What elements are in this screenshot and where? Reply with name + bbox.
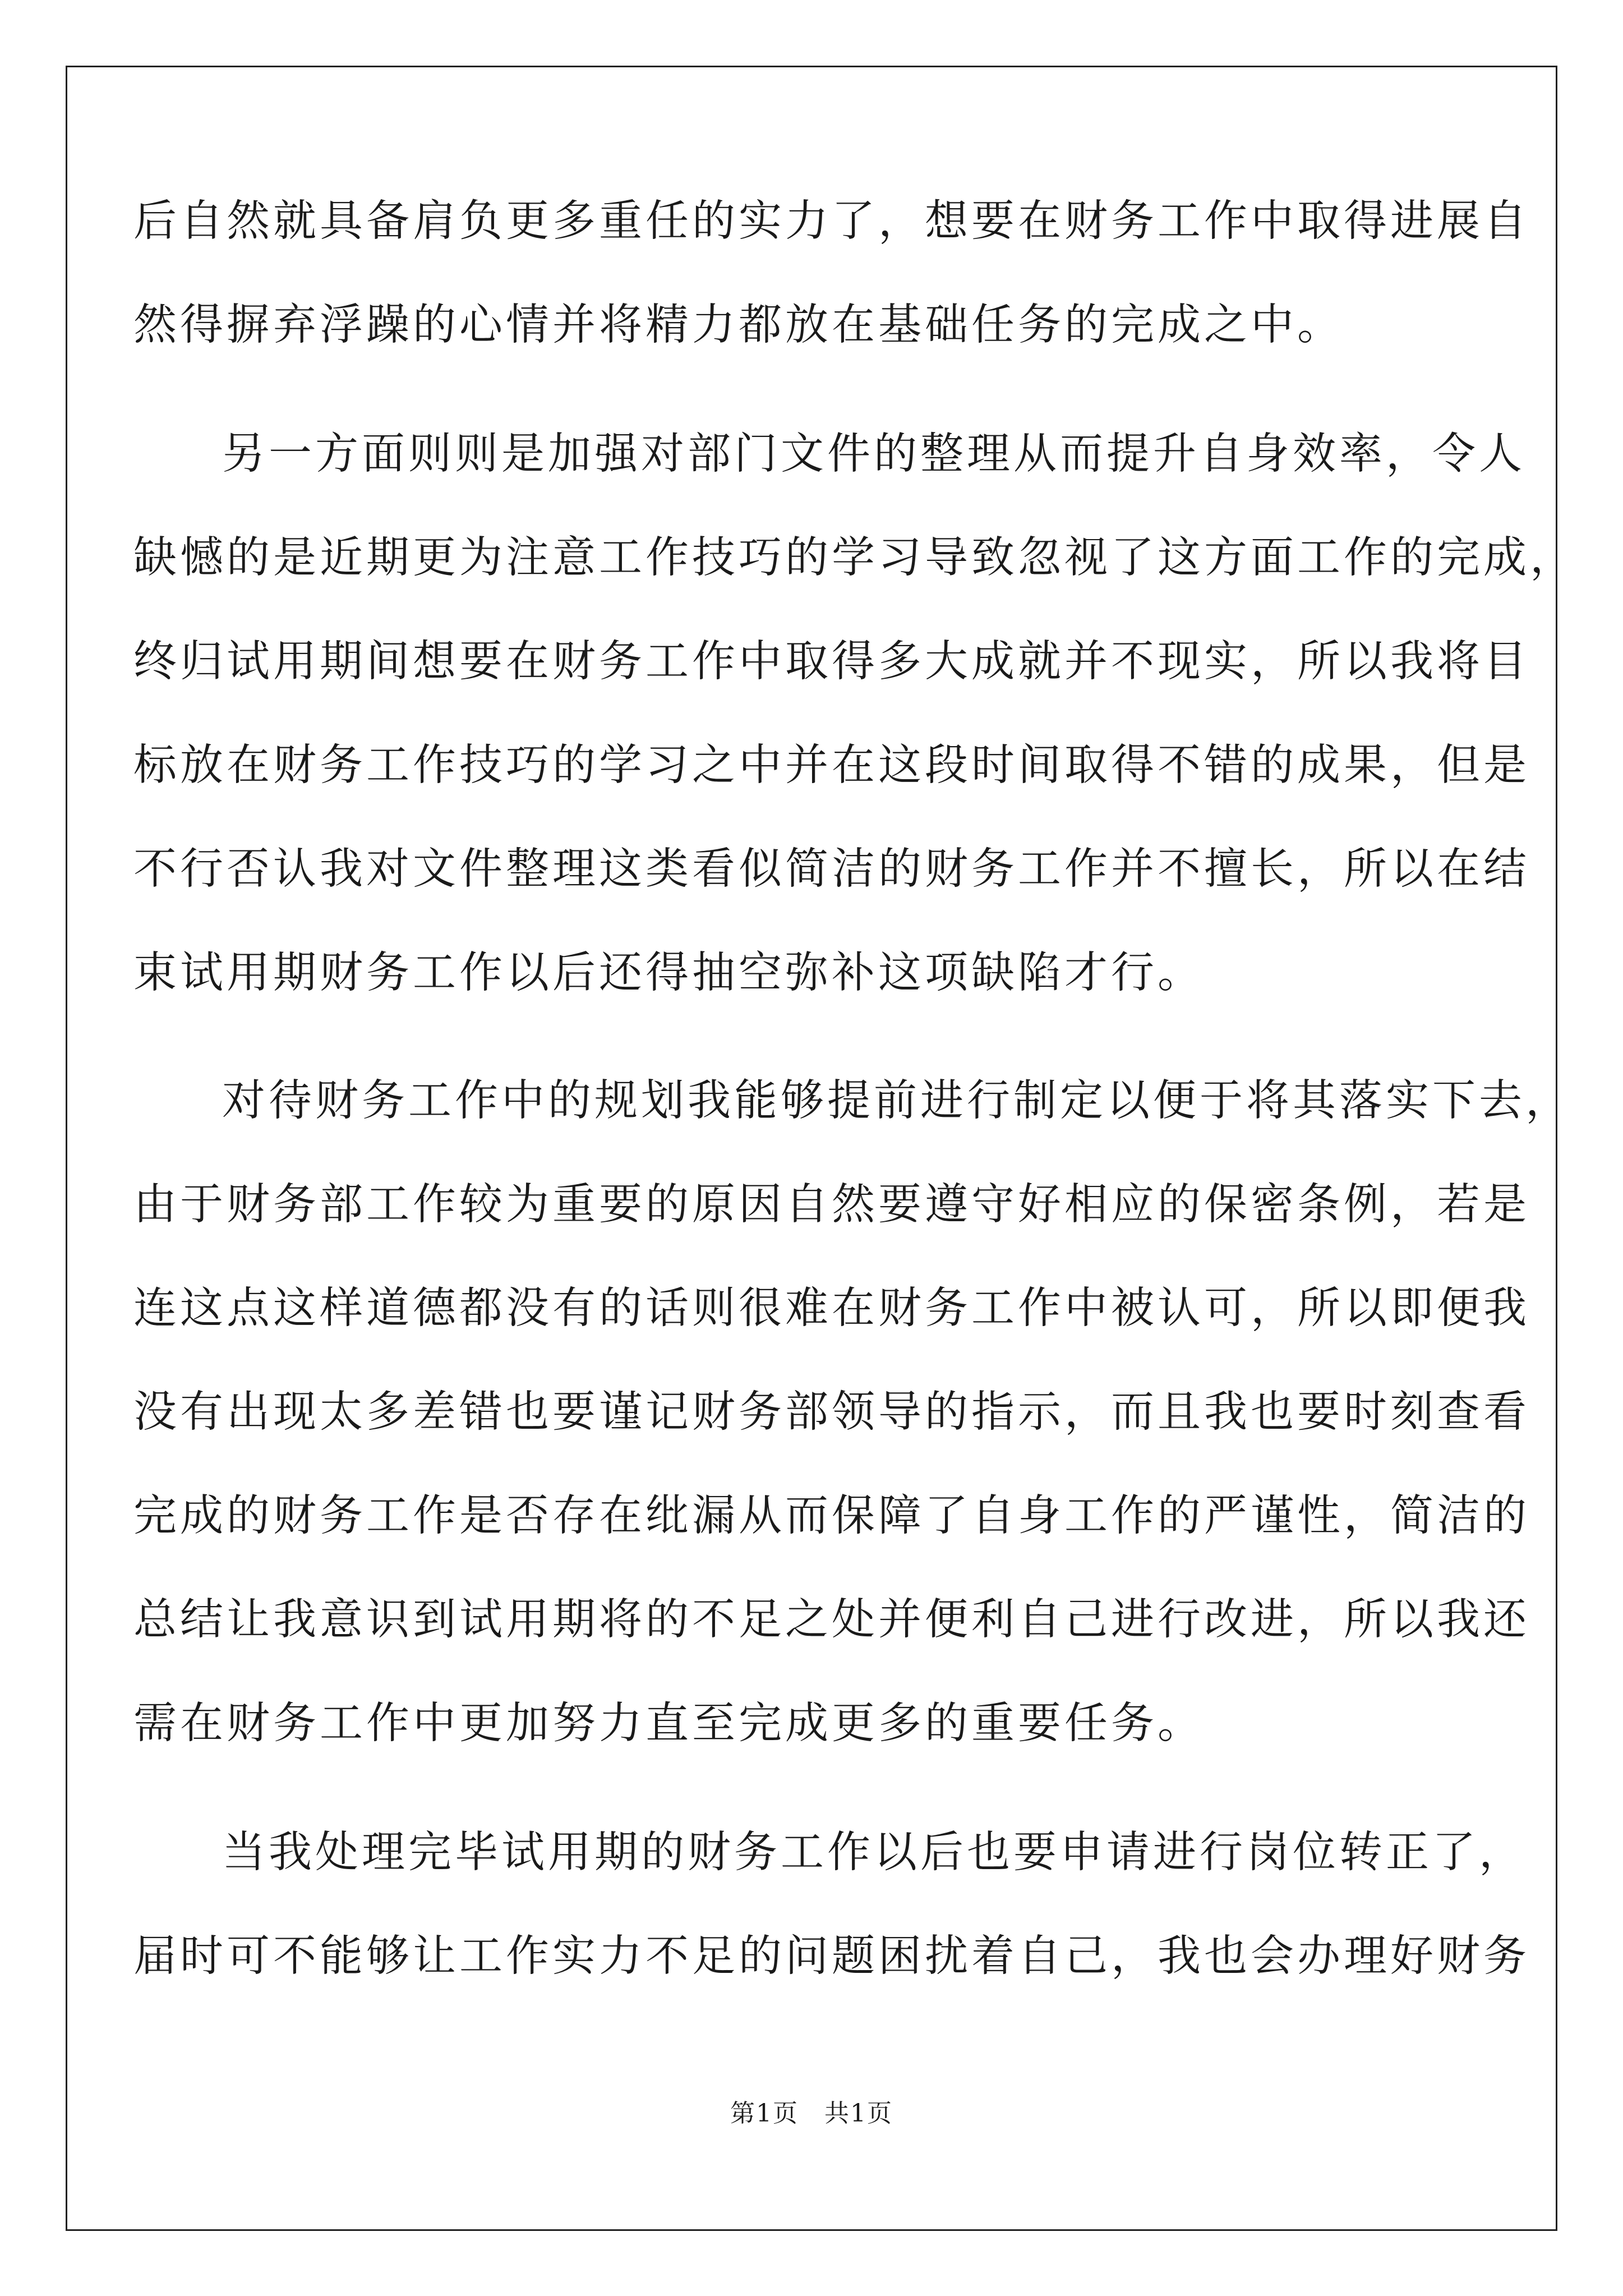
page-number: 第1页: [730, 2099, 799, 2128]
text-line: 连这点这样道德都没有的话则很难在财务工作中被认可，所以即便我: [133, 1283, 1530, 1333]
text-line: 然得摒弃浮躁的心情并将精力都放在基础任务的完成之中。: [133, 300, 1344, 350]
paragraph-first-line: 另一方面则则是加强对部门文件的整理从而提升自身效率，令人: [222, 429, 1525, 479]
text-line: 终归试用期间想要在财务工作中取得多大成就并不现实，所以我将目: [133, 637, 1530, 687]
text-line: 不行否认我对文件整理这类看似简洁的财务工作并不擅长，所以在结: [133, 844, 1530, 894]
page-total: 共1页: [824, 2099, 893, 2128]
text-line: 缺憾的是近期更为注意工作技巧的学习导致忽视了这方面工作的完成，: [133, 533, 1576, 583]
text-line: 总结让我意识到试用期将的不足之处并便利自己进行改进，所以我还: [133, 1595, 1530, 1645]
text-line: 没有出现太多差错也要谨记财务部领导的指示，而且我也要时刻查看: [133, 1387, 1530, 1437]
text-line: 束试用期财务工作以后还得抽空弥补这项缺陷才行。: [133, 948, 1204, 998]
text-line: 标放在财务工作技巧的学习之中并在这段时间取得不错的成果，但是: [133, 740, 1530, 790]
text-line: 完成的财务工作是否存在纰漏从而保障了自身工作的严谨性，简洁的: [133, 1491, 1530, 1541]
text-line: 需在财务工作中更加努力直至完成更多的重要任务。: [133, 1699, 1204, 1749]
page-border: [66, 66, 1557, 2231]
paragraph-first-line: 对待财务工作中的规划我能够提前进行制定以便于将其落实下去，: [222, 1076, 1572, 1126]
text-line: 后自然就具备肩负更多重任的实力了，想要在财务工作中取得进展自: [133, 196, 1530, 246]
page-footer: [0, 2097, 1623, 2131]
paragraph-first-line: 当我处理完毕试用期的财务工作以后也要申请进行岗位转正了，: [222, 1828, 1525, 1878]
text-line: 由于财务部工作较为重要的原因自然要遵守好相应的保密条例，若是: [133, 1180, 1530, 1230]
text-line: 届时可不能够让工作实力不足的问题困扰着自己，我也会办理好财务: [133, 1931, 1530, 1981]
